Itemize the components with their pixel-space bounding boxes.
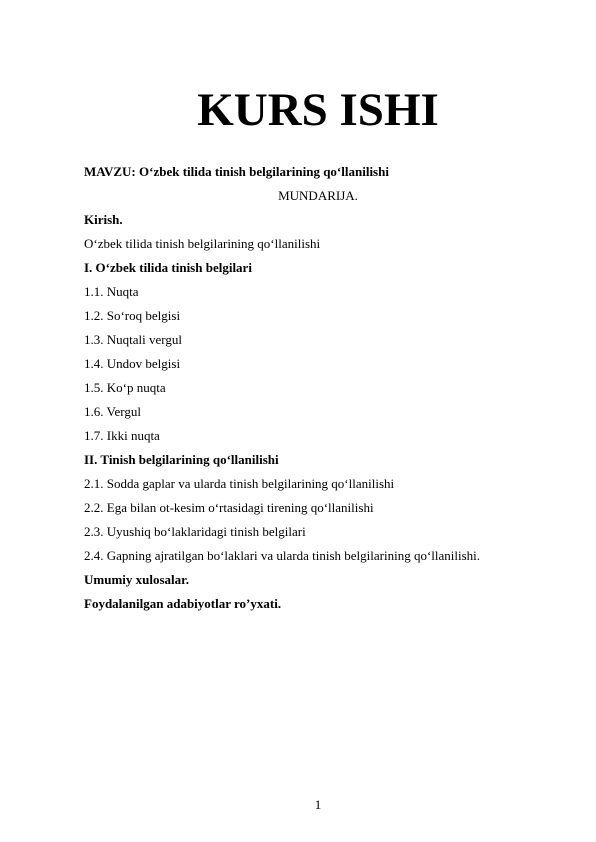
toc-item: 2.4. Gapning ajratilgan bo‘laklari va ularda tinish belgilarining qo‘llanilishi.	[84, 548, 481, 563]
document-title: KURS ISHI	[197, 84, 439, 136]
toc-item: 1.1. Nuqta	[84, 284, 139, 299]
toc-item: 1.3. Nuqtali vergul	[84, 332, 182, 347]
toc-item: 1.5. Ko‘p nuqta	[84, 380, 166, 395]
toc-item: Kirish.	[84, 212, 123, 227]
toc-item: 2.2. Ega bilan ot-kesim o‘rtasidagi tirening qo‘llanilishi	[84, 500, 374, 515]
toc-heading: MUNDARIJA.	[278, 188, 358, 203]
toc-item: I. O‘zbek tilida tinish belgilari	[84, 260, 252, 275]
toc-item: 2.3. Uyushiq bo‘laklaridagi tinish belgilari	[84, 524, 306, 539]
toc-item: 1.4. Undov belgisi	[84, 356, 181, 371]
toc-item: 1.2. So‘roq belgisi	[84, 308, 181, 323]
toc-item: O‘zbek tilida tinish belgilarining qo‘llanilishi	[84, 236, 321, 251]
toc-item: 1.7. Ikki nuqta	[84, 428, 160, 443]
toc-item: Umumiy xulosalar.	[84, 572, 189, 587]
topic-line: MAVZU: O‘zbek tilida tinish belgilarining qo‘llanilishi	[84, 164, 389, 179]
toc-item: 1.6. Vergul	[84, 404, 141, 419]
toc-item: 2.1. Sodda gaplar va ularda tinish belgilarining qo‘llanilishi	[84, 476, 395, 491]
toc-item: II. Tinish belgilarining qo‘llanilishi	[84, 452, 279, 467]
page-number: 1	[314, 797, 322, 812]
toc-item: Foydalanilgan adabiyotlar ro’yxati.	[84, 596, 282, 611]
